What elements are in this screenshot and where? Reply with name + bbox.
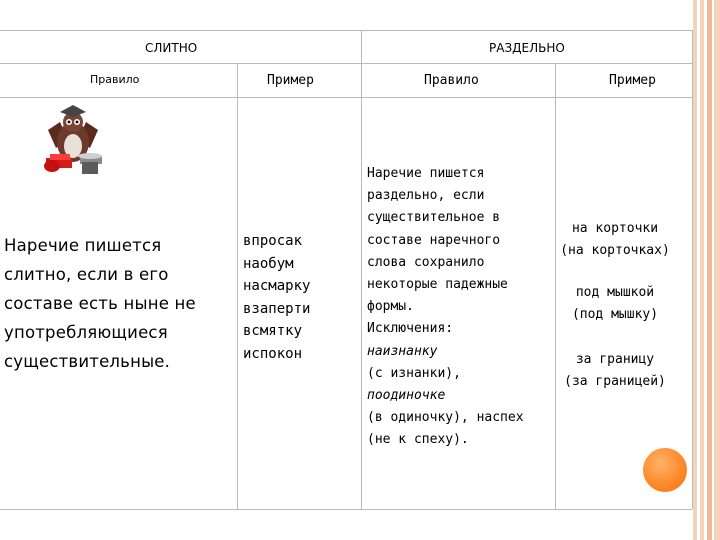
subheader-rule-right: Правило [424, 73, 479, 88]
exception-word: наизнанку [367, 343, 438, 359]
column-divider [361, 30, 362, 509]
exception-note: (не к спеху). [367, 432, 469, 448]
header-merged: СЛИТНО [145, 41, 198, 55]
rule-line: существительное в [367, 210, 501, 226]
rule-line: слова сохранило [367, 254, 485, 270]
rule-separate-text [367, 163, 557, 452]
rule-line: формы. [367, 299, 414, 315]
example-separate: за границу (за границей) [564, 352, 666, 389]
rule-line: некоторые падежные [367, 277, 508, 293]
rule-merged-text: Наречие пишется слитно, если в его составе есть ныне не употребляющиеся существительные. [4, 236, 196, 371]
decor-stripe [693, 0, 697, 540]
owl-scholar-icon [38, 100, 108, 190]
examples-merged: впросак наобум насмарку взаперти всмятку испокон [243, 233, 311, 362]
decor-stripe [707, 0, 712, 540]
rule-line: Исключения: [367, 321, 454, 337]
subheader-rule-left: Правило [90, 73, 140, 86]
exception-word: поодиночке [367, 388, 446, 404]
table-bottom-border [0, 509, 692, 510]
rule-line: раздельно, если [367, 188, 485, 204]
table-header-border [0, 63, 692, 64]
subheader-example-left: Пример [267, 73, 314, 88]
rule-line: Наречие пишется [367, 166, 485, 181]
decor-stripe [700, 0, 704, 540]
example-separate: под мышкой (под мышку) [571, 285, 659, 322]
decor-stripe [714, 0, 720, 540]
column-divider [237, 63, 238, 509]
table-top-border [0, 30, 692, 31]
subheader-example-right: Пример [609, 73, 656, 88]
exception-note: (в одиночку), наспех [367, 410, 524, 426]
exception-note: (с изнанки), [367, 365, 461, 381]
table-subheader-border [0, 97, 692, 98]
header-separate: РАЗДЕЛЬНО [489, 41, 565, 55]
orange-circle-icon [643, 448, 687, 492]
table-right-border [692, 30, 693, 509]
example-separate: на корточки (на корточках) [560, 221, 670, 258]
rule-line: составе наречного [367, 232, 501, 248]
